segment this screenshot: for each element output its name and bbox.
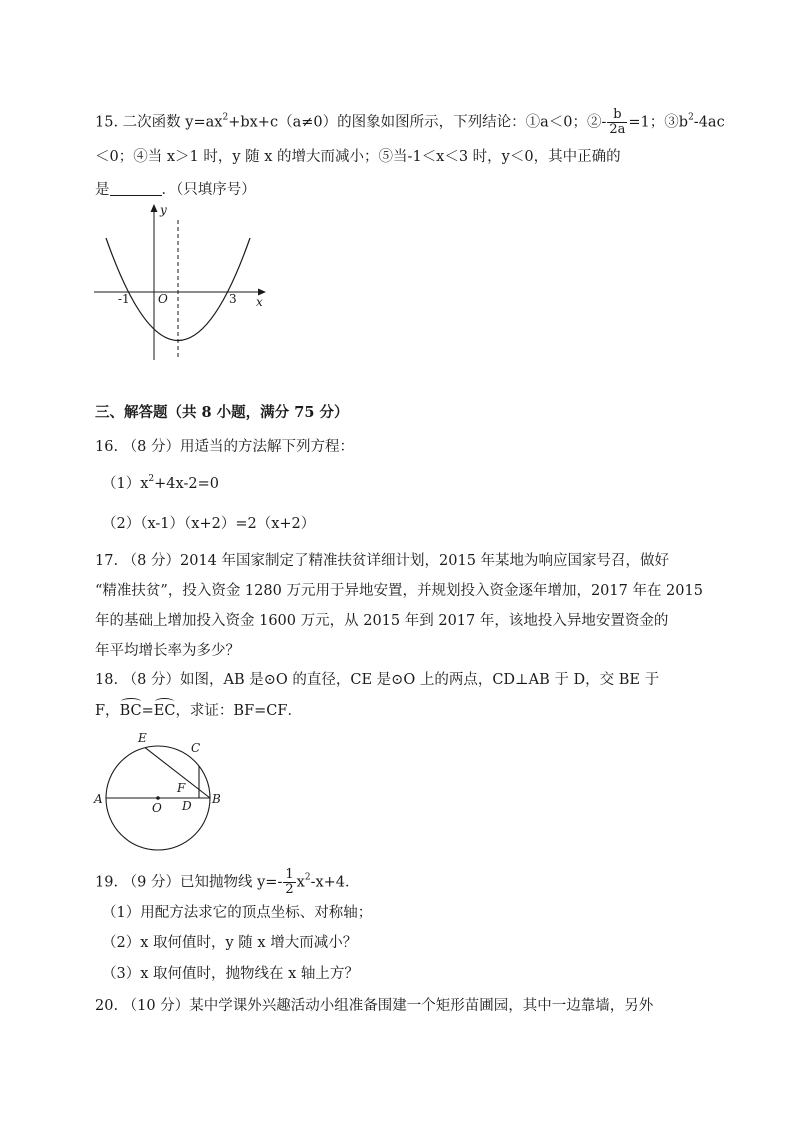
q15-line-3: 是 ．（只填序号） (95, 182, 256, 198)
label-d: D (182, 799, 192, 813)
q19-part-3: （3）x 取何值时，抛物线在 x 轴上方？ (102, 966, 359, 982)
label-a: A (94, 792, 103, 806)
q17-line-3: 年的基础上增加投入资金 1600 万元，从 2015 年到 2017 年，该地投入异地安置资金的 (95, 613, 669, 629)
q16-part-2: （2）（x-1）（x+2）=2（x+2） (102, 516, 316, 532)
center-dot (156, 796, 160, 800)
label-b: B (212, 792, 221, 806)
label-e: E (138, 731, 147, 745)
q16-stem: 16. （8 分）用适当的方法解下列方程： (95, 439, 355, 455)
origin-label: O (158, 292, 168, 306)
y-axis-arrow-icon (151, 204, 158, 212)
q19-part-2: （2）x 取何值时，y 随 x 增大而减小？ (102, 935, 358, 951)
label-c: C (191, 741, 201, 755)
label-o: O (152, 801, 162, 815)
q15-fraction: $\frac{b}{2a}$ (609, 107, 626, 137)
q17-line-2: “精准扶贫”，投入资金 1280 万元用于异地安置，并规划投入资金逐年增加，2017 年在 2015 (95, 583, 703, 599)
y-axis-label: y (160, 203, 167, 217)
arc-bc: BC (119, 703, 142, 719)
label-f: F (177, 781, 186, 795)
q16-part-1: $(1)x^2+4x-2=0$ (102, 474, 219, 492)
q19-part-1: （1）用配方法求它的顶点坐标、对称轴； (102, 905, 373, 921)
q19-fraction: $\frac{1}{2}$ (285, 867, 294, 897)
q17-line-1: 17. （8 分）2014 年国家制定了精准扶贫详细计划，2015 年某地为响应国家号召，做好 (95, 553, 670, 569)
q17-line-4: 年平均增长率为多少？ (95, 643, 240, 659)
root-neg1-label: -1 (118, 292, 130, 306)
section-heading: 三、解答题（共 8 小题，满分 75 分） (95, 404, 349, 421)
x-axis-label: x (256, 295, 263, 309)
q15-line-2: ＜0；④当 x＞1 时，y 随 x 的增大而减小；⑤当-1＜x＜3 时，y＜0，其中正确的 (95, 149, 621, 165)
q19-line-1: 19. （9 分）已知抛物线 y=- $\frac{1}{2}$ $x^2-x+4$． (95, 867, 360, 897)
q18-line-2: F，BC=EC，求证：BF=CF． (95, 703, 302, 719)
q20-line-1: 20. （10 分）某中学课外兴趣活动小组准备围建一个矩形苗圃园，其中一边靠墙，另外 (95, 998, 654, 1014)
arc-ec: EC (153, 703, 176, 719)
answer-blank (110, 181, 162, 196)
parabola-graph (90, 198, 280, 363)
circle-figure (88, 728, 228, 878)
root-3-label: 3 (229, 292, 237, 306)
q15-line-1: 15. 二次函数 $y=ax^2+bx+c(a\ne 0)$的图象如图所示，下列结论：①a＜0；②- $\frac{b}{2a}$ =1；$③b^2-4ac$ (95, 107, 725, 137)
q18-line-1: 18. （8 分）如图，AB 是⊙O 的直径，CE 是⊙O 上的两点，CD⊥AB 于 D，交 BE 于 (95, 672, 660, 688)
